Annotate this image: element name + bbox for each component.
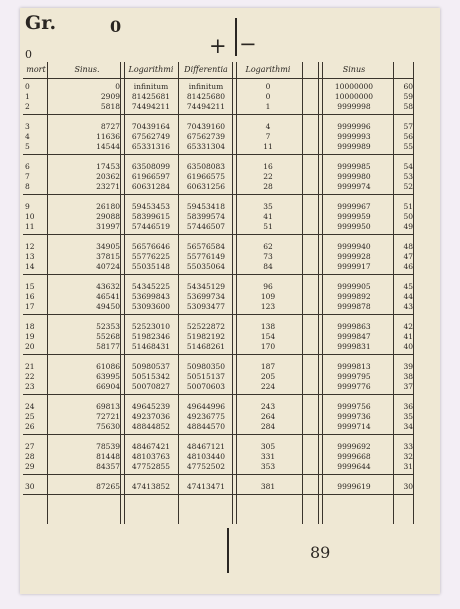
table-row (23, 372, 413, 382)
difference-cell: 60631256 (186, 182, 226, 191)
column-rule (124, 62, 125, 524)
center-divider-bottom (227, 528, 229, 573)
logarithm-cell: 70439164 (131, 122, 171, 131)
sinus-cell: 69813 (96, 402, 120, 411)
logarithm-cell: 55776225 (131, 252, 171, 261)
minus-sign: − (239, 32, 257, 56)
corner-degree: 0 (25, 48, 32, 61)
log-complement-cell: 41 (263, 212, 273, 221)
log-complement-cell: 224 (260, 382, 276, 391)
logarithm-cell: 67562749 (131, 132, 171, 141)
minute-cell: 21 (25, 362, 35, 371)
table-block (23, 281, 413, 315)
complement-minute-cell: 60 (403, 82, 413, 91)
sinus-cell: 14544 (96, 142, 120, 151)
difference-cell: 65331304 (186, 142, 226, 151)
column-rule (178, 62, 179, 524)
difference-cell: 61966575 (186, 172, 226, 181)
sinus-complement-cell: 9999974 (337, 182, 371, 191)
log-complement-cell: 138 (260, 322, 276, 331)
difference-cell: 55776149 (186, 252, 226, 261)
log-complement-cell: 62 (263, 242, 273, 251)
difference-cell: 48103440 (186, 452, 226, 461)
sinus-complement-cell: 9999619 (337, 482, 371, 491)
sinus-complement-cell: 9999928 (337, 252, 371, 261)
sinus-cell: 87265 (96, 482, 120, 491)
minute-cell: 18 (25, 322, 35, 331)
complement-minute-cell: 45 (403, 282, 413, 291)
log-complement-cell: 187 (260, 362, 276, 371)
sinus-cell: 23271 (96, 182, 120, 191)
log-complement-cell: 284 (260, 422, 276, 431)
table-row (23, 252, 413, 262)
difference-cell: 50070603 (186, 382, 226, 391)
logarithm-cell: 81425681 (131, 92, 171, 101)
table-row (23, 412, 413, 422)
complement-minute-cell: 30 (403, 482, 413, 491)
logarithm-cell: 47752855 (131, 462, 171, 471)
minute-cell: 30 (25, 482, 35, 491)
difference-cell: 49236775 (186, 412, 226, 421)
column-rule (236, 62, 237, 524)
minute-cell: 0 (25, 82, 30, 91)
sinus-cell: 43632 (96, 282, 120, 291)
center-divider-top (235, 18, 237, 56)
sinus-cell: 0 (115, 82, 120, 91)
table-block (23, 161, 413, 195)
minute-cell: 19 (25, 332, 35, 341)
header-logarithmi: Logarithmi (128, 65, 174, 74)
logarithm-cell: 48103763 (131, 452, 171, 461)
sinus-complement-cell: 9999905 (337, 282, 371, 291)
column-rule (318, 62, 319, 524)
log-complement-cell: 73 (263, 252, 273, 261)
table-row (23, 362, 413, 372)
sinus-cell: 40724 (96, 262, 120, 271)
sinus-cell: 63995 (96, 372, 120, 381)
table-row (23, 162, 413, 172)
header-sinus-complement: Sinus (342, 65, 366, 74)
log-complement-cell: 51 (263, 222, 273, 231)
minute-cell: 11 (25, 222, 35, 231)
sinus-complement-cell: 9999847 (337, 332, 371, 341)
difference-cell: 54345129 (186, 282, 226, 291)
table-row (23, 202, 413, 212)
column-rule (120, 62, 121, 524)
header-differentia: Differentia (184, 65, 228, 74)
log-complement-cell: 1 (265, 102, 271, 111)
column-rule (232, 62, 233, 524)
table-row (23, 482, 413, 492)
complement-minute-cell: 44 (403, 292, 413, 301)
sinus-complement-cell: 9999989 (337, 142, 371, 151)
sinus-cell: 17453 (96, 162, 120, 171)
log-complement-cell: 331 (260, 452, 276, 461)
minute-cell: 5 (25, 142, 30, 151)
sinus-complement-cell: 9999985 (337, 162, 371, 171)
logarithm-cell: 53093600 (131, 302, 171, 311)
complement-minute-cell: 48 (403, 242, 413, 251)
minute-cell: 27 (25, 442, 35, 451)
table-row (23, 102, 413, 112)
sinus-complement-cell: 9999917 (337, 262, 371, 271)
complement-minute-cell: 51 (403, 202, 413, 211)
sinus-complement-cell: 9999813 (337, 362, 371, 371)
logarithm-cell: 49237036 (131, 412, 171, 421)
table-row (23, 262, 413, 272)
minute-cell: 6 (25, 162, 30, 171)
sinus-complement-cell: 9999980 (337, 172, 371, 181)
difference-cell: 48467121 (186, 442, 226, 451)
sinus-cell: 2909 (100, 92, 120, 101)
table-row (23, 442, 413, 452)
sinus-cell: 8727 (100, 122, 120, 131)
difference-cell: 47413471 (186, 482, 226, 491)
sinus-complement-cell: 9999996 (337, 122, 371, 131)
log-complement-cell: 154 (260, 332, 276, 341)
sinus-cell: 31997 (96, 222, 120, 231)
table-block (23, 321, 413, 355)
log-complement-cell: 28 (263, 182, 273, 191)
sinus-complement-cell: 9999993 (337, 132, 371, 141)
table-row (23, 242, 413, 252)
sinus-cell: 34905 (96, 242, 120, 251)
table-row (23, 452, 413, 462)
minute-cell: 10 (25, 212, 35, 221)
difference-cell: 63508083 (186, 162, 226, 171)
minute-cell: 15 (25, 282, 35, 291)
complement-minute-cell: 42 (403, 322, 413, 331)
difference-cell: 51468261 (186, 342, 226, 351)
complement-minute-cell: 47 (403, 252, 413, 261)
complement-minute-cell: 50 (403, 212, 413, 221)
sinus-complement-cell: 9999831 (337, 342, 371, 351)
minute-cell: 16 (25, 292, 35, 301)
logarithm-cell: 59453453 (131, 202, 171, 211)
table-row (23, 462, 413, 472)
difference-cell: 74494211 (186, 102, 226, 111)
complement-minute-cell: 58 (403, 102, 413, 111)
complement-minute-cell: 53 (403, 172, 413, 181)
logarithm-cell: 65331316 (131, 142, 171, 151)
minute-cell: 8 (25, 182, 30, 191)
sinus-complement-cell: 9999776 (337, 382, 371, 391)
sinus-cell: 26180 (96, 202, 120, 211)
complement-minute-cell: 54 (403, 162, 413, 171)
log-complement-cell: 243 (260, 402, 276, 411)
log-complement-cell: 11 (263, 142, 273, 151)
difference-cell: 52522872 (186, 322, 226, 331)
table-row (23, 342, 413, 352)
column-rule (393, 62, 394, 524)
column-rule (322, 62, 323, 524)
difference-cell: 81425680 (186, 92, 226, 101)
table-block (23, 361, 413, 395)
header-minutes: mort (26, 65, 46, 74)
minute-cell: 4 (25, 132, 30, 141)
sinus-complement-cell: 9999998 (337, 102, 371, 111)
sinus-complement-cell: 9999863 (337, 322, 371, 331)
complement-minute-cell: 33 (403, 442, 413, 451)
logarithm-cell: 50515342 (131, 372, 171, 381)
complement-minute-cell: 55 (403, 142, 413, 151)
log-complement-cell: 35 (263, 202, 273, 211)
degree-label: 0 (110, 17, 122, 36)
sinus-cell: 49450 (96, 302, 120, 311)
sinus-cell: 81448 (96, 452, 120, 461)
logarithm-cell: 50070827 (131, 382, 171, 391)
sinus-complement-cell: 9999644 (337, 462, 371, 471)
log-complement-cell: 4 (265, 122, 271, 131)
table-row (23, 172, 413, 182)
sinus-complement-cell: 9999756 (337, 402, 371, 411)
sinus-cell: 61086 (96, 362, 120, 371)
table-row (23, 92, 413, 102)
sinus-cell: 58177 (96, 342, 120, 351)
log-complement-cell: 170 (260, 342, 276, 351)
minute-cell: 23 (25, 382, 35, 391)
minute-cell: 26 (25, 422, 35, 431)
complement-minute-cell: 37 (403, 382, 413, 391)
sinus-cell: 55268 (96, 332, 120, 341)
difference-cell: 57446507 (186, 222, 226, 231)
column-rule (47, 62, 48, 524)
sinus-cell: 37815 (96, 252, 120, 261)
logarithm-cell: 53699843 (131, 292, 171, 301)
logarithm-cell: infinitum (133, 82, 169, 91)
difference-cell: 59453418 (186, 202, 226, 211)
complement-minute-cell: 41 (403, 332, 413, 341)
table-row (23, 122, 413, 132)
header-sinus: Sinus. (74, 65, 100, 74)
complement-minute-cell: 57 (403, 122, 413, 131)
log-complement-cell: 264 (260, 412, 276, 421)
complement-minute-cell: 36 (403, 402, 413, 411)
logarithm-cell: 58399615 (131, 212, 171, 221)
log-complement-cell: 381 (260, 482, 276, 491)
complement-minute-cell: 46 (403, 262, 413, 271)
book-page (20, 8, 440, 594)
log-complement-cell: 109 (260, 292, 276, 301)
table-row (23, 302, 413, 312)
complement-minute-cell: 38 (403, 372, 413, 381)
page-number: 89 (310, 543, 331, 562)
sinus-cell: 46541 (96, 292, 120, 301)
logarithm-cell: 51982346 (131, 332, 171, 341)
difference-cell: 53093477 (186, 302, 226, 311)
log-complement-cell: 22 (263, 172, 273, 181)
logarithm-cell: 63508099 (131, 162, 171, 171)
log-complement-cell: 305 (260, 442, 276, 451)
table-row (23, 142, 413, 152)
sinus-cell: 52353 (96, 322, 120, 331)
minute-cell: 25 (25, 412, 35, 421)
logarithm-cell: 55035148 (131, 262, 171, 271)
difference-cell: 67562739 (186, 132, 226, 141)
logarithm-cell: 47413852 (131, 482, 171, 491)
table-row (23, 422, 413, 432)
sinus-complement-cell: 9999736 (337, 412, 371, 421)
logarithm-cell: 60631284 (131, 182, 171, 191)
minute-cell: 1 (25, 92, 30, 101)
minute-cell: 9 (25, 202, 30, 211)
sinus-cell: 72721 (96, 412, 120, 421)
sinus-cell: 20362 (96, 172, 120, 181)
complement-minute-cell: 43 (403, 302, 413, 311)
table-block (23, 441, 413, 475)
log-complement-cell: 353 (260, 462, 276, 471)
sinus-complement-cell: 10000000 (334, 92, 374, 101)
minute-cell: 3 (25, 122, 30, 131)
table-block (23, 121, 413, 155)
complement-minute-cell: 59 (403, 92, 413, 101)
complement-minute-cell: 52 (403, 182, 413, 191)
table-row (23, 222, 413, 232)
complement-minute-cell: 40 (403, 342, 413, 351)
plus-sign: + (209, 34, 227, 58)
sinus-complement-cell: 9999950 (337, 222, 371, 231)
complement-minute-cell: 35 (403, 412, 413, 421)
log-complement-cell: 7 (265, 132, 271, 141)
logarithm-cell: 52523010 (131, 322, 171, 331)
difference-cell: 53699734 (186, 292, 226, 301)
table-header (23, 62, 413, 79)
sinus-cell: 75630 (96, 422, 120, 431)
difference-cell: 56576584 (186, 242, 226, 251)
complement-minute-cell: 32 (403, 452, 413, 461)
minute-cell: 2 (25, 102, 30, 111)
sinus-complement-cell: 9999892 (337, 292, 371, 301)
table-row (23, 132, 413, 142)
sinus-cell: 29088 (96, 212, 120, 221)
table-row (23, 212, 413, 222)
table-block (23, 241, 413, 275)
logarithm-cell: 57446519 (131, 222, 171, 231)
minute-cell: 22 (25, 372, 35, 381)
table-block (23, 201, 413, 235)
minute-cell: 13 (25, 252, 35, 261)
minute-cell: 17 (25, 302, 35, 311)
difference-cell: 47752502 (186, 462, 226, 471)
table-row (23, 182, 413, 192)
sinus-complement-cell: 9999692 (337, 442, 371, 451)
table-block (23, 401, 413, 435)
sinus-cell: 11636 (96, 132, 120, 141)
difference-cell: 48844570 (186, 422, 226, 431)
logarithm-cell: 61966597 (131, 172, 171, 181)
log-complement-cell: 123 (260, 302, 276, 311)
sinus-complement-cell: 9999795 (337, 372, 371, 381)
sinus-cell: 78539 (96, 442, 120, 451)
difference-cell: 51982192 (186, 332, 226, 341)
logarithm-cell: 56576646 (131, 242, 171, 251)
logarithm-cell: 49645239 (131, 402, 171, 411)
complement-minute-cell: 49 (403, 222, 413, 231)
sinus-complement-cell: 9999878 (337, 302, 371, 311)
difference-cell: 55035064 (186, 262, 226, 271)
minute-cell: 12 (25, 242, 35, 251)
table-row (23, 382, 413, 392)
minute-cell: 24 (25, 402, 35, 411)
minute-cell: 14 (25, 262, 35, 271)
complement-minute-cell: 39 (403, 362, 413, 371)
sinus-complement-cell: 9999940 (337, 242, 371, 251)
sinus-complement-cell: 10000000 (334, 82, 374, 91)
sinus-complement-cell: 9999668 (337, 452, 371, 461)
complement-minute-cell: 34 (403, 422, 413, 431)
complement-minute-cell: 56 (403, 132, 413, 141)
minute-cell: 20 (25, 342, 35, 351)
minute-cell: 7 (25, 172, 30, 181)
logarithm-cell: 48844852 (131, 422, 171, 431)
complement-minute-cell: 31 (403, 462, 413, 471)
table-block (23, 81, 413, 115)
logarithm-cell: 50980537 (131, 362, 171, 371)
logarithm-cell: 54345225 (131, 282, 171, 291)
page-heading: Gr. (25, 12, 57, 34)
log-complement-cell: 16 (263, 162, 273, 171)
table-row (23, 402, 413, 412)
difference-cell: infinitum (188, 82, 224, 91)
logarithm-cell: 48467421 (131, 442, 171, 451)
table-row (23, 292, 413, 302)
table-row (23, 322, 413, 332)
column-rule (302, 62, 303, 524)
difference-cell: 50515137 (186, 372, 226, 381)
difference-cell: 49644996 (186, 402, 226, 411)
difference-cell: 58399574 (186, 212, 226, 221)
difference-cell: 50980350 (186, 362, 226, 371)
log-complement-cell: 0 (265, 82, 271, 91)
sinus-cell: 84357 (96, 462, 120, 471)
table-row (23, 332, 413, 342)
log-complement-cell: 96 (263, 282, 273, 291)
log-complement-cell: 0 (265, 92, 271, 101)
logarithm-cell: 51468431 (131, 342, 171, 351)
logarithm-cell: 74494211 (131, 102, 171, 111)
header-logarithmi-complement: Logarithmi (245, 65, 291, 74)
minute-cell: 28 (25, 452, 35, 461)
column-rule (413, 62, 414, 524)
sinus-complement-cell: 9999967 (337, 202, 371, 211)
minute-cell: 29 (25, 462, 35, 471)
table-block (23, 481, 413, 495)
table-row (23, 82, 413, 92)
difference-cell: 70439160 (186, 122, 226, 131)
table-row (23, 282, 413, 292)
sinus-cell: 5818 (100, 102, 120, 111)
log-complement-cell: 205 (260, 372, 276, 381)
sinus-complement-cell: 9999959 (337, 212, 371, 221)
log-complement-cell: 84 (263, 262, 273, 271)
sinus-cell: 66904 (96, 382, 120, 391)
sinus-complement-cell: 9999714 (337, 422, 371, 431)
